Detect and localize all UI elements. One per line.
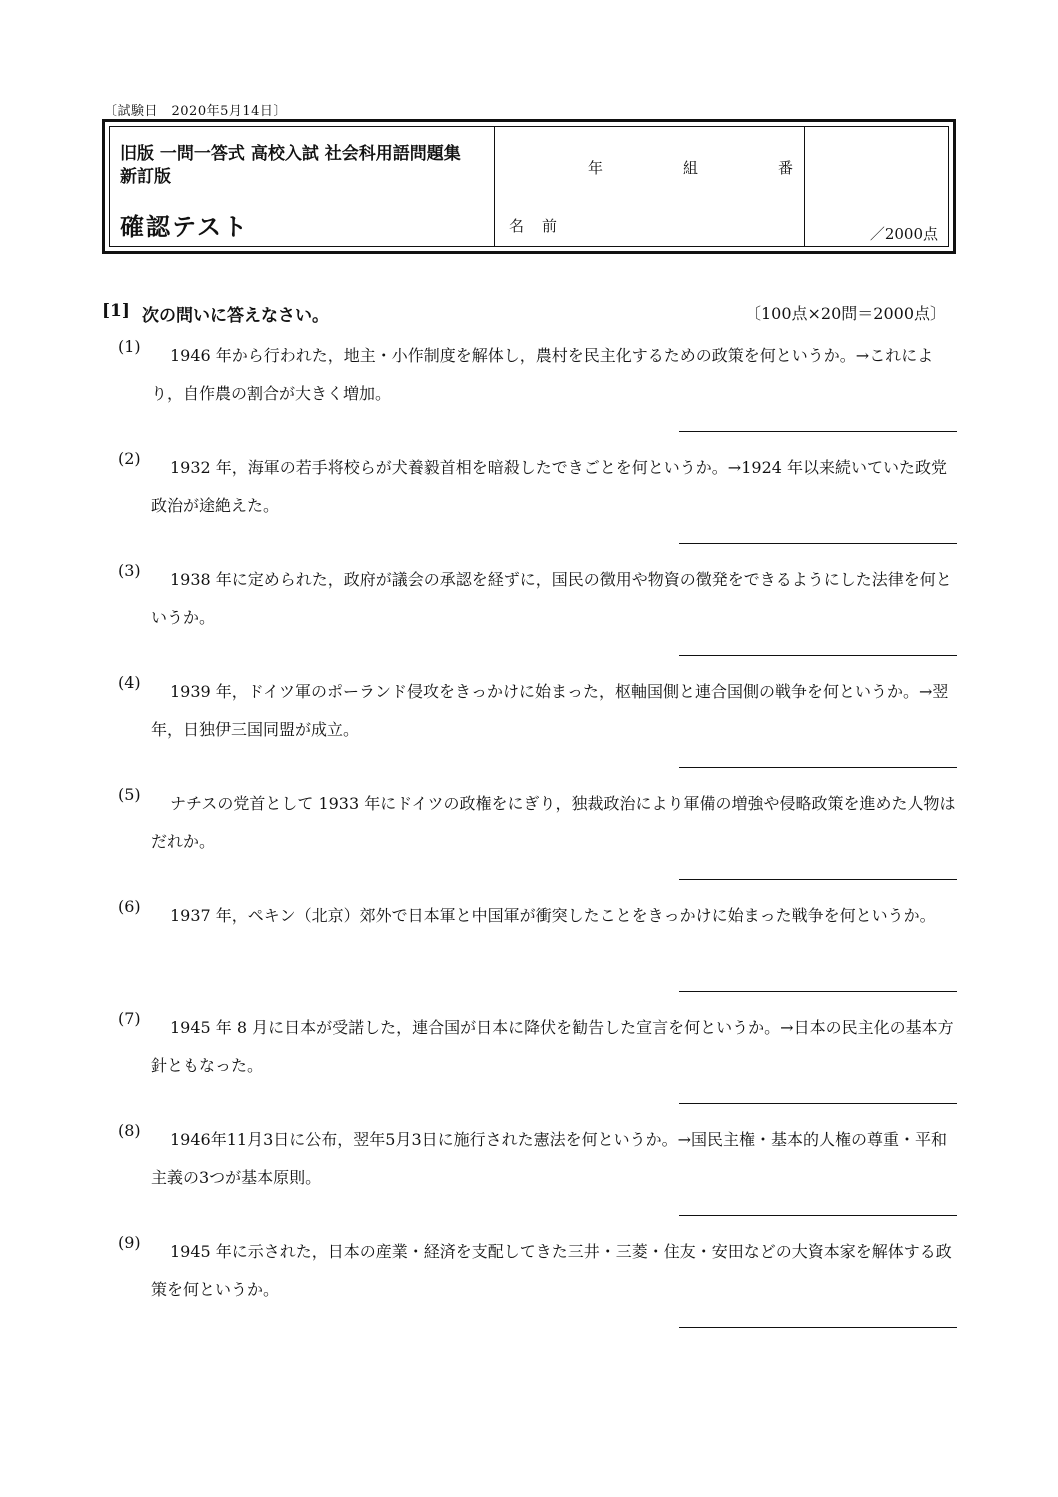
exam-date: 〔試験日 2020年5月14日〕 (104, 104, 287, 119)
answer-line-6[interactable] (679, 991, 957, 992)
question-number: (4) (118, 673, 141, 692)
answer-line-4[interactable] (679, 767, 957, 768)
question-number: (9) (118, 1233, 141, 1252)
question-text: 1946 年から行われた，地主・小作制度を解体し，農村を民主化するための政策を何というか。→これにより，自作農の割合が大きく増加。 (151, 346, 934, 403)
answer-line-2[interactable] (679, 543, 957, 544)
book-title: 旧版 一問一答式 高校入試 社会科用語問題集 新訂版 (120, 144, 461, 187)
question-text: 1945 年に示された，日本の産業・経済を支配してきた三井・三菱・住友・安田などの大資本家を解体する政策を何というか。 (151, 1242, 952, 1299)
question-text: 1937 年，ペキン（北京）郊外で日本軍と中国軍が衝突したことをきっかけに始まった戦争を何というか。 (170, 906, 936, 925)
section-header (102, 301, 946, 325)
name-label: 名前 (509, 217, 576, 235)
class-row (495, 157, 804, 179)
question-number: (6) (118, 897, 141, 916)
test-title: 確認テスト (120, 212, 250, 241)
question-number: (8) (118, 1121, 141, 1140)
header-box (102, 119, 956, 254)
answer-line-5[interactable] (679, 879, 957, 880)
score-cell (805, 127, 948, 246)
title-cell (110, 127, 495, 246)
section-instruction: 次の問いに答えなさい。 (142, 306, 329, 326)
question-number: (2) (118, 449, 141, 468)
header-inner (109, 126, 949, 247)
question-number: (7) (118, 1009, 141, 1028)
section-points: 〔100点×20問＝2000点〕 (744, 304, 946, 323)
answer-line-7[interactable] (679, 1103, 957, 1104)
number-label: 番 (778, 159, 794, 177)
question-text: 1946年11月3日に公布，翌年5月3日に施行された憲法を何というか。→国民主権・基本的人権の尊重・平和主義の3つが基本原則。 (151, 1130, 948, 1187)
question-text: ナチスの党首として 1933 年にドイツの政権をにぎり，独裁政治により軍備の増強や侵略政策を進めた人物はだれか。 (151, 794, 956, 851)
section-number: [1] (102, 301, 130, 321)
year-label: 年 (588, 159, 604, 177)
answer-line-1[interactable] (679, 431, 957, 432)
score-total: ／2000点 (869, 225, 938, 243)
question-text: 1939 年，ドイツ軍のポーランド侵攻をきっかけに始まった，枢軸国側と連合国側の戦争を何というか。→翌年，日独伊三国同盟が成立。 (151, 682, 949, 739)
class-name-cell (495, 127, 805, 246)
question-number: (1) (118, 337, 141, 356)
answer-line-9[interactable] (679, 1327, 957, 1328)
question-number: (5) (118, 785, 141, 804)
class-label: 組 (683, 159, 699, 177)
question-text: 1932 年，海軍の若手将校らが犬養毅首相を暗殺したできごとを何というか。→1924 年以来続いていた政党政治が途絶えた。 (151, 458, 948, 515)
question-text: 1945 年 8 月に日本が受諾した，連合国が日本に降伏を勧告した宣言を何というか。→日本の民主化の基本方針ともなった。 (151, 1018, 954, 1075)
question-number: (3) (118, 561, 141, 580)
answer-line-3[interactable] (679, 655, 957, 656)
answer-line-8[interactable] (679, 1215, 957, 1216)
question-text: 1938 年に定められた，政府が議会の承認を経ずに，国民の徴用や物資の徴発をできるようにした法律を何というか。 (151, 570, 952, 627)
